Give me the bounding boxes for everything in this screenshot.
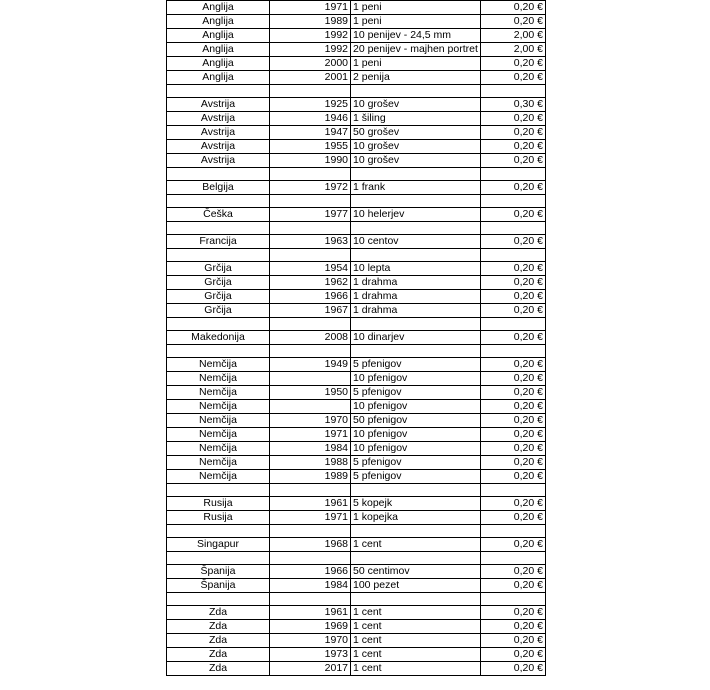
description-cell: 10 helerjev (351, 208, 481, 222)
price-cell: 0,20 € (481, 235, 546, 249)
country-cell (167, 222, 270, 235)
table-row (167, 511, 546, 525)
description-cell (351, 318, 481, 331)
year-cell: 1988 (270, 456, 351, 470)
description-cell: 10 pfenigov (351, 442, 481, 456)
table-row (167, 235, 546, 249)
country-cell (167, 593, 270, 606)
price-cell: 0,20 € (481, 71, 546, 85)
country-cell: Zda (167, 648, 270, 662)
table-row (167, 15, 546, 29)
description-cell (351, 552, 481, 565)
price-cell (481, 552, 546, 565)
description-cell: 50 centimov (351, 565, 481, 579)
year-cell: 1984 (270, 442, 351, 456)
description-cell: 20 penijev - majhen portret (351, 43, 481, 57)
country-cell: Češka (167, 208, 270, 222)
year-cell: 1950 (270, 386, 351, 400)
country-cell: Zda (167, 662, 270, 676)
description-cell: 1 drahma (351, 290, 481, 304)
table-row (167, 181, 546, 195)
table-row (167, 140, 546, 154)
country-cell: Avstrija (167, 126, 270, 140)
year-cell: 2017 (270, 662, 351, 676)
table-body (167, 1, 546, 676)
description-cell: 50 grošev (351, 126, 481, 140)
year-cell (270, 85, 351, 98)
table-row (167, 565, 546, 579)
price-cell: 0,20 € (481, 290, 546, 304)
description-cell: 10 grošev (351, 140, 481, 154)
country-cell: Grčija (167, 304, 270, 318)
description-cell: 1 cent (351, 620, 481, 634)
description-cell: 10 grošev (351, 154, 481, 168)
description-cell: 2 penija (351, 71, 481, 85)
year-cell: 1990 (270, 154, 351, 168)
country-cell: Grčija (167, 276, 270, 290)
table-row (167, 386, 546, 400)
year-cell: 1961 (270, 497, 351, 511)
year-cell: 1984 (270, 579, 351, 593)
blank-row (167, 525, 546, 538)
description-cell: 10 pfenigov (351, 372, 481, 386)
price-cell (481, 484, 546, 497)
description-cell (351, 525, 481, 538)
table-row (167, 648, 546, 662)
year-cell: 1963 (270, 235, 351, 249)
price-cell: 0,20 € (481, 126, 546, 140)
year-cell (270, 552, 351, 565)
description-cell: 5 pfenigov (351, 456, 481, 470)
price-cell: 0,20 € (481, 606, 546, 620)
description-cell: 5 pfenigov (351, 470, 481, 484)
price-cell: 0,20 € (481, 662, 546, 676)
country-cell: Anglija (167, 43, 270, 57)
price-cell: 0,30 € (481, 98, 546, 112)
price-cell: 0,20 € (481, 497, 546, 511)
year-cell: 1973 (270, 648, 351, 662)
price-cell: 0,20 € (481, 634, 546, 648)
description-cell: 5 kopejk (351, 497, 481, 511)
price-cell: 0,20 € (481, 304, 546, 318)
year-cell: 1971 (270, 511, 351, 525)
year-cell: 1946 (270, 112, 351, 126)
blank-row (167, 249, 546, 262)
blank-row (167, 168, 546, 181)
country-cell: Nemčija (167, 442, 270, 456)
year-cell (270, 222, 351, 235)
description-cell: 1 kopejka (351, 511, 481, 525)
country-cell (167, 195, 270, 208)
table-row (167, 414, 546, 428)
price-cell: 0,20 € (481, 181, 546, 195)
price-cell (481, 318, 546, 331)
country-cell: Nemčija (167, 386, 270, 400)
year-cell: 1992 (270, 29, 351, 43)
table-row (167, 428, 546, 442)
price-cell (481, 593, 546, 606)
table-row (167, 29, 546, 43)
country-cell: Nemčija (167, 470, 270, 484)
country-cell (167, 168, 270, 181)
description-cell: 1 peni (351, 1, 481, 15)
country-cell: Avstrija (167, 154, 270, 168)
year-cell (270, 400, 351, 414)
year-cell: 1962 (270, 276, 351, 290)
year-cell: 1966 (270, 290, 351, 304)
description-cell (351, 85, 481, 98)
blank-row (167, 593, 546, 606)
country-cell (167, 345, 270, 358)
country-cell: Nemčija (167, 372, 270, 386)
country-cell: Zda (167, 620, 270, 634)
year-cell: 1989 (270, 15, 351, 29)
country-cell: Anglija (167, 57, 270, 71)
year-cell (270, 318, 351, 331)
price-cell (481, 249, 546, 262)
description-cell: 10 lepta (351, 262, 481, 276)
description-cell (351, 345, 481, 358)
country-cell: Španija (167, 565, 270, 579)
price-cell: 0,20 € (481, 331, 546, 345)
price-cell: 2,00 € (481, 43, 546, 57)
price-cell: 0,20 € (481, 358, 546, 372)
country-cell: Francija (167, 235, 270, 249)
price-cell (481, 222, 546, 235)
year-cell: 1949 (270, 358, 351, 372)
description-cell (351, 593, 481, 606)
table-row (167, 579, 546, 593)
table-row (167, 262, 546, 276)
blank-row (167, 345, 546, 358)
table-row (167, 112, 546, 126)
table-row (167, 276, 546, 290)
price-cell: 0,20 € (481, 442, 546, 456)
description-cell: 5 pfenigov (351, 358, 481, 372)
country-cell: Rusija (167, 497, 270, 511)
country-cell: Nemčija (167, 428, 270, 442)
table-row (167, 43, 546, 57)
description-cell: 1 cent (351, 634, 481, 648)
description-cell: 10 penijev - 24,5 mm (351, 29, 481, 43)
price-cell: 0,20 € (481, 400, 546, 414)
country-cell (167, 552, 270, 565)
country-cell: Nemčija (167, 414, 270, 428)
year-cell (270, 525, 351, 538)
table-row (167, 662, 546, 676)
country-cell: Makedonija (167, 331, 270, 345)
description-cell: 1 frank (351, 181, 481, 195)
country-cell: Zda (167, 606, 270, 620)
description-cell: 1 cent (351, 648, 481, 662)
price-cell (481, 195, 546, 208)
price-cell: 0,20 € (481, 648, 546, 662)
price-cell: 2,00 € (481, 29, 546, 43)
country-cell: Avstrija (167, 112, 270, 126)
table-row (167, 126, 546, 140)
country-cell: Grčija (167, 262, 270, 276)
country-cell: Nemčija (167, 400, 270, 414)
description-cell (351, 249, 481, 262)
year-cell: 1971 (270, 1, 351, 15)
country-cell (167, 85, 270, 98)
country-cell (167, 484, 270, 497)
price-cell (481, 85, 546, 98)
price-cell: 0,20 € (481, 386, 546, 400)
price-cell: 0,20 € (481, 140, 546, 154)
description-cell: 1 šiling (351, 112, 481, 126)
table-row (167, 470, 546, 484)
country-cell: Rusija (167, 511, 270, 525)
price-cell: 0,20 € (481, 276, 546, 290)
table-row (167, 606, 546, 620)
country-cell: Anglija (167, 1, 270, 15)
price-cell: 0,20 € (481, 1, 546, 15)
table-row (167, 372, 546, 386)
year-cell: 1992 (270, 43, 351, 57)
description-cell: 1 peni (351, 57, 481, 71)
country-cell: Zda (167, 634, 270, 648)
price-cell: 0,20 € (481, 208, 546, 222)
description-cell: 5 pfenigov (351, 386, 481, 400)
year-cell: 1970 (270, 634, 351, 648)
table-row (167, 538, 546, 552)
description-cell: 10 grošev (351, 98, 481, 112)
description-cell: 1 drahma (351, 276, 481, 290)
year-cell: 1954 (270, 262, 351, 276)
year-cell (270, 168, 351, 181)
description-cell: 10 pfenigov (351, 428, 481, 442)
description-cell (351, 195, 481, 208)
year-cell: 2008 (270, 331, 351, 345)
year-cell (270, 372, 351, 386)
country-cell: Grčija (167, 290, 270, 304)
year-cell (270, 345, 351, 358)
country-cell: Anglija (167, 15, 270, 29)
year-cell (270, 249, 351, 262)
table-row (167, 71, 546, 85)
blank-row (167, 195, 546, 208)
country-cell: Anglija (167, 71, 270, 85)
year-cell: 1925 (270, 98, 351, 112)
price-cell: 0,20 € (481, 262, 546, 276)
country-cell: Belgija (167, 181, 270, 195)
price-cell: 0,20 € (481, 154, 546, 168)
country-cell: Anglija (167, 29, 270, 43)
country-cell (167, 318, 270, 331)
table-row (167, 304, 546, 318)
year-cell: 1977 (270, 208, 351, 222)
year-cell (270, 593, 351, 606)
year-cell: 1969 (270, 620, 351, 634)
table-row (167, 497, 546, 511)
year-cell (270, 484, 351, 497)
table-row (167, 331, 546, 345)
description-cell: 1 cent (351, 538, 481, 552)
country-cell (167, 249, 270, 262)
description-cell: 10 dinarjev (351, 331, 481, 345)
year-cell: 1970 (270, 414, 351, 428)
country-cell (167, 525, 270, 538)
country-cell: Avstrija (167, 140, 270, 154)
table-row (167, 290, 546, 304)
price-cell: 0,20 € (481, 620, 546, 634)
price-cell: 0,20 € (481, 456, 546, 470)
price-cell (481, 168, 546, 181)
blank-row (167, 222, 546, 235)
description-cell: 10 centov (351, 235, 481, 249)
year-cell: 1989 (270, 470, 351, 484)
description-cell: 10 pfenigov (351, 400, 481, 414)
year-cell: 2000 (270, 57, 351, 71)
description-cell (351, 222, 481, 235)
table-row (167, 400, 546, 414)
blank-row (167, 318, 546, 331)
table-row (167, 456, 546, 470)
description-cell (351, 484, 481, 497)
price-cell (481, 345, 546, 358)
year-cell: 1967 (270, 304, 351, 318)
country-cell: Nemčija (167, 456, 270, 470)
year-cell: 1966 (270, 565, 351, 579)
country-cell: Španija (167, 579, 270, 593)
year-cell: 1968 (270, 538, 351, 552)
price-cell: 0,20 € (481, 428, 546, 442)
year-cell: 1972 (270, 181, 351, 195)
price-cell: 0,20 € (481, 372, 546, 386)
table-row (167, 358, 546, 372)
year-cell: 1955 (270, 140, 351, 154)
year-cell (270, 195, 351, 208)
country-cell: Nemčija (167, 358, 270, 372)
description-cell: 1 cent (351, 662, 481, 676)
price-cell (481, 525, 546, 538)
description-cell: 100 pezet (351, 579, 481, 593)
price-cell: 0,20 € (481, 414, 546, 428)
price-cell: 0,20 € (481, 538, 546, 552)
table-row (167, 208, 546, 222)
description-cell: 1 cent (351, 606, 481, 620)
description-cell (351, 168, 481, 181)
price-cell: 0,20 € (481, 57, 546, 71)
price-cell: 0,20 € (481, 579, 546, 593)
year-cell: 2001 (270, 71, 351, 85)
price-cell: 0,20 € (481, 112, 546, 126)
country-cell: Avstrija (167, 98, 270, 112)
blank-row (167, 552, 546, 565)
description-cell: 1 drahma (351, 304, 481, 318)
price-cell: 0,20 € (481, 565, 546, 579)
table-row (167, 634, 546, 648)
table-row (167, 1, 546, 15)
year-cell: 1971 (270, 428, 351, 442)
blank-row (167, 85, 546, 98)
year-cell: 1961 (270, 606, 351, 620)
description-cell: 50 pfenigov (351, 414, 481, 428)
table-row (167, 620, 546, 634)
table-row (167, 154, 546, 168)
table-row (167, 442, 546, 456)
blank-row (167, 484, 546, 497)
description-cell: 1 peni (351, 15, 481, 29)
year-cell: 1947 (270, 126, 351, 140)
country-cell: Singapur (167, 538, 270, 552)
price-cell: 0,20 € (481, 15, 546, 29)
table-row (167, 57, 546, 71)
price-cell: 0,20 € (481, 511, 546, 525)
coin-price-table (166, 0, 546, 676)
price-cell: 0,20 € (481, 470, 546, 484)
table-row (167, 98, 546, 112)
